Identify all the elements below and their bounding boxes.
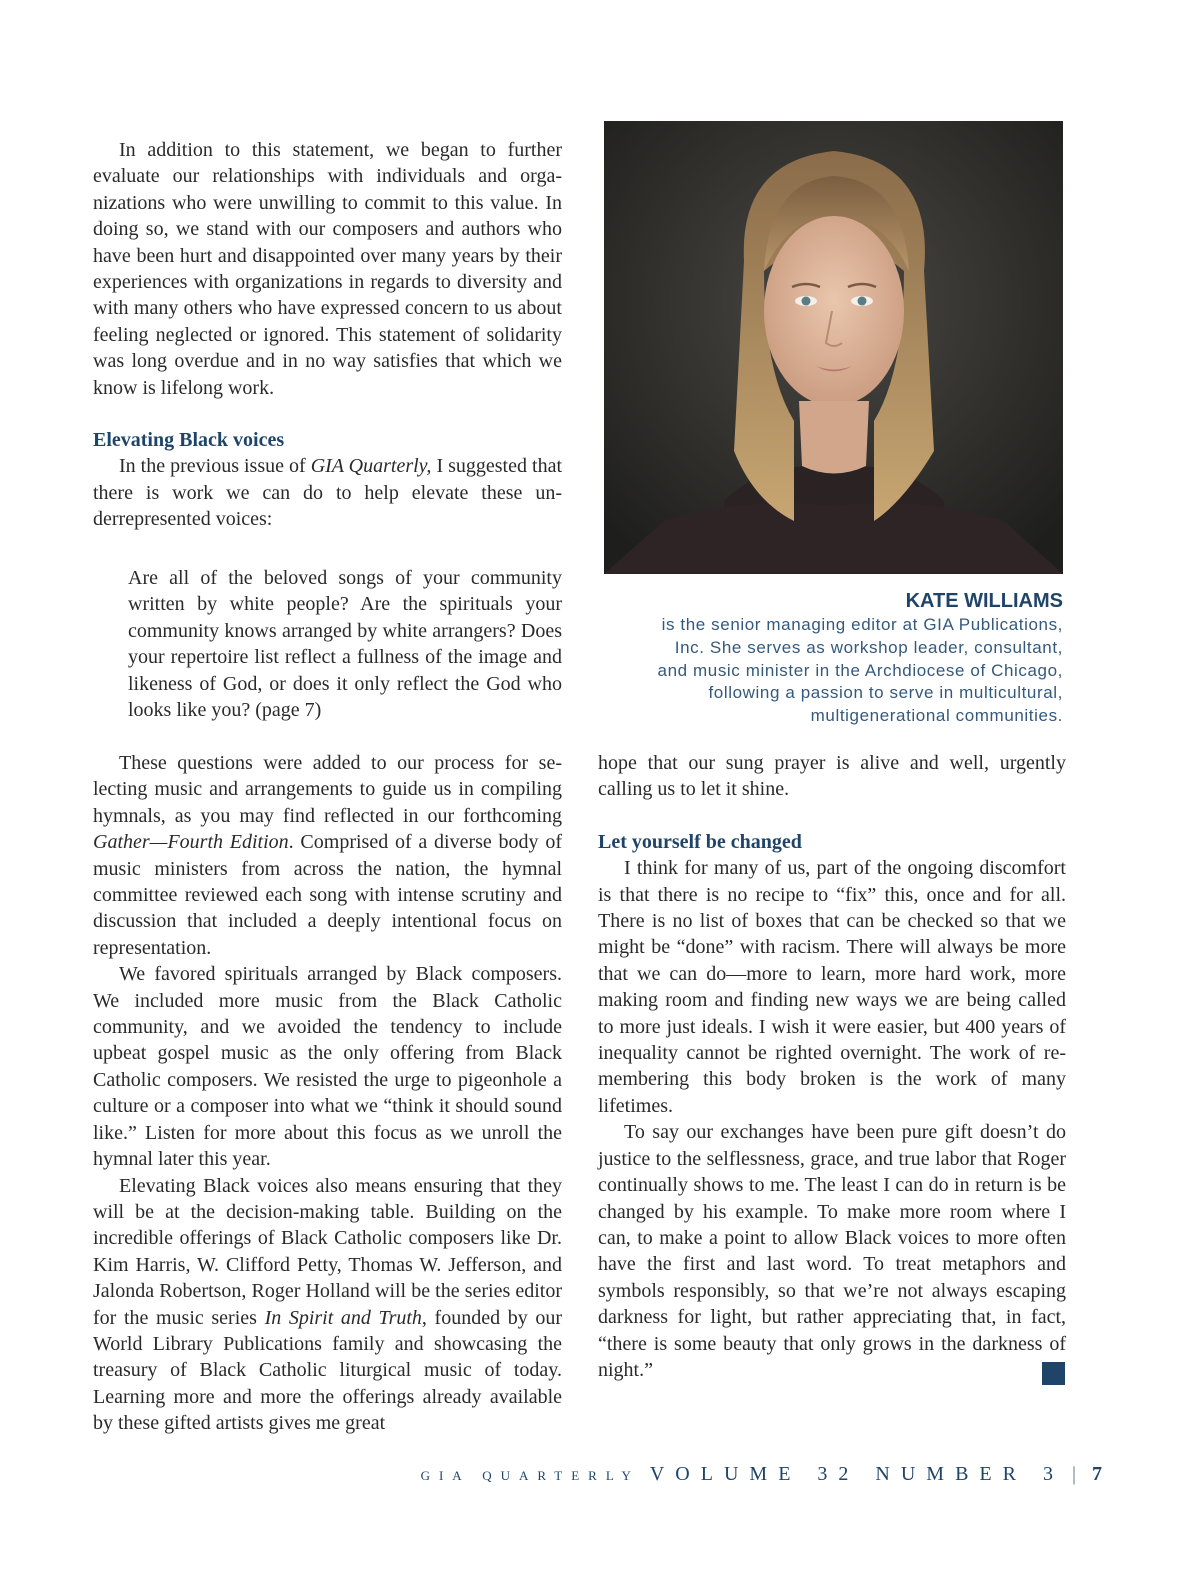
end-of-article-mark [1042, 1362, 1065, 1385]
right-column [598, 750, 1066, 1383]
paragraph: To say our exchanges have been pure gift doesn’t do justice to the selflessness, grace, and true labor that Roger continually shows to me. The least I can do in return is be changed by his example. To make more room where I can, to make a point to allow Black voices to more often have the first and last word. To treat metaphors and symbols responsibly, so that we’re not always escaping darkness for light, but rather appreciating that, in fact, “there is some beauty that only grows in the darkness of night.” [598, 1121, 1066, 1381]
section-heading-elevating-black-voices: Elevating Black voices [93, 429, 285, 452]
author-bio-line: following a passion to serve in multicultural, [708, 683, 1063, 703]
footer-separator: | [1071, 1463, 1076, 1485]
publication-title: GIA Quarterly, [310, 455, 432, 478]
section-heading-let-yourself-be-changed: Let yourself be changed [598, 830, 802, 853]
paragraph: In addition to this statement, we began to further evaluate our relationships with individuals and organizations who were unwilling to commit to this value. In doing so, we stand with our composers and authors who have been hurt and disappointed over many years by their experiences with organizations in regards to diversity and with many others who have expressed concern to us about feeling neglected or ignored. This statement of solidarity was long overdue and in no way satisfies that which we know is lifelong work. [93, 139, 562, 399]
page-footer [0, 1463, 1102, 1486]
author-name: KATE WILLIAMS [905, 590, 1063, 612]
author-caption [600, 588, 1063, 728]
author-bio-line: Inc. She serves as workshop leader, consultant, [674, 637, 1063, 657]
paragraph: I think for many of us, part of the ongoing discomfort is that there is no recipe to “fix” this, once and for all. There is no list of boxes that can be checked so that we might be “done” with racism. There will always be more that we can do—more to learn, more hard work, more making room and finding new ways we are being called to more just ideals. I wish it were easier, but 400 years of inequality cannot be righted overnight. The work of re-membering this body broken is the work of many lifetimes. [598, 857, 1066, 1117]
paragraph: In the previous issue of GIA Quarterly, I suggested that there is work we can do to help elevate these underrepresented voices: [93, 455, 562, 531]
paragraph: Elevating Black voices also means ensuring that they will be at the decision-making table. Building on the incredible offerings of Black Catholic composers like Dr. Kim Harris, W. Clifford Petty, Thomas W. Jefferson, and Jalonda Robertson, Roger Holland will be the series editor for the music series In Spirit and Truth, founded by our World Library Publications family and showcasing the treasury of Black Catholic liturgical music of today. Learning more and more the offerings already available by these gifted artists gives me great [93, 1174, 562, 1435]
block-quote: Are all of the beloved songs of your community written by white people? Are the spirituals your community knows arranged by white arrangers? Does your repertoire list reflect a fullness of the image and likeness of God, or does it only reflect the God who looks like you? (page 7) [128, 567, 562, 722]
left-column-bottom [93, 750, 562, 1437]
page-number: 7 [1092, 1463, 1102, 1485]
paragraph: These questions were added to our process for selecting music and arrangements to guide us in compiling hymnals, as you may find reflected in our forthcoming Gather—Fourth Edition. Comprised of a diverse body of music ministers from across the nation, the hymnal committee reviewed each song with intense scrutiny and discussion that included a deeply intentional focus on representation. [93, 752, 562, 959]
paragraph: We favored spirituals arranged by Black composers. We included more music from the Black Catholic community, and we avoided the tendency to include upbeat gospel music as the only offering from Black Catholic composers. We resisted the urge to pigeonhole a culture or a composer into what we “think it should sound like.” Listen for more about this focus as we unroll the hymnal later this year. [93, 963, 562, 1171]
footer-volume: VOLUME 32 NUMBER 3 [649, 1463, 1064, 1485]
series-title: In Spirit and Truth [264, 1306, 422, 1329]
author-bio-line: multigenerational communities. [810, 706, 1063, 726]
author-bio-line: is the senior managing editor at GIA Publications, [661, 615, 1063, 634]
hymnal-title: Gather—Fourth Edition [93, 831, 289, 854]
author-bio-line: and music minister in the Archdiocese of Chicago, [657, 660, 1063, 680]
left-column-top [93, 137, 562, 533]
author-photo [604, 121, 1063, 574]
paragraph: hope that our sung prayer is alive and well, urgently calling us to let it shine. [598, 752, 1066, 801]
footer-publication: GIA QUARTERLY [420, 1468, 640, 1483]
